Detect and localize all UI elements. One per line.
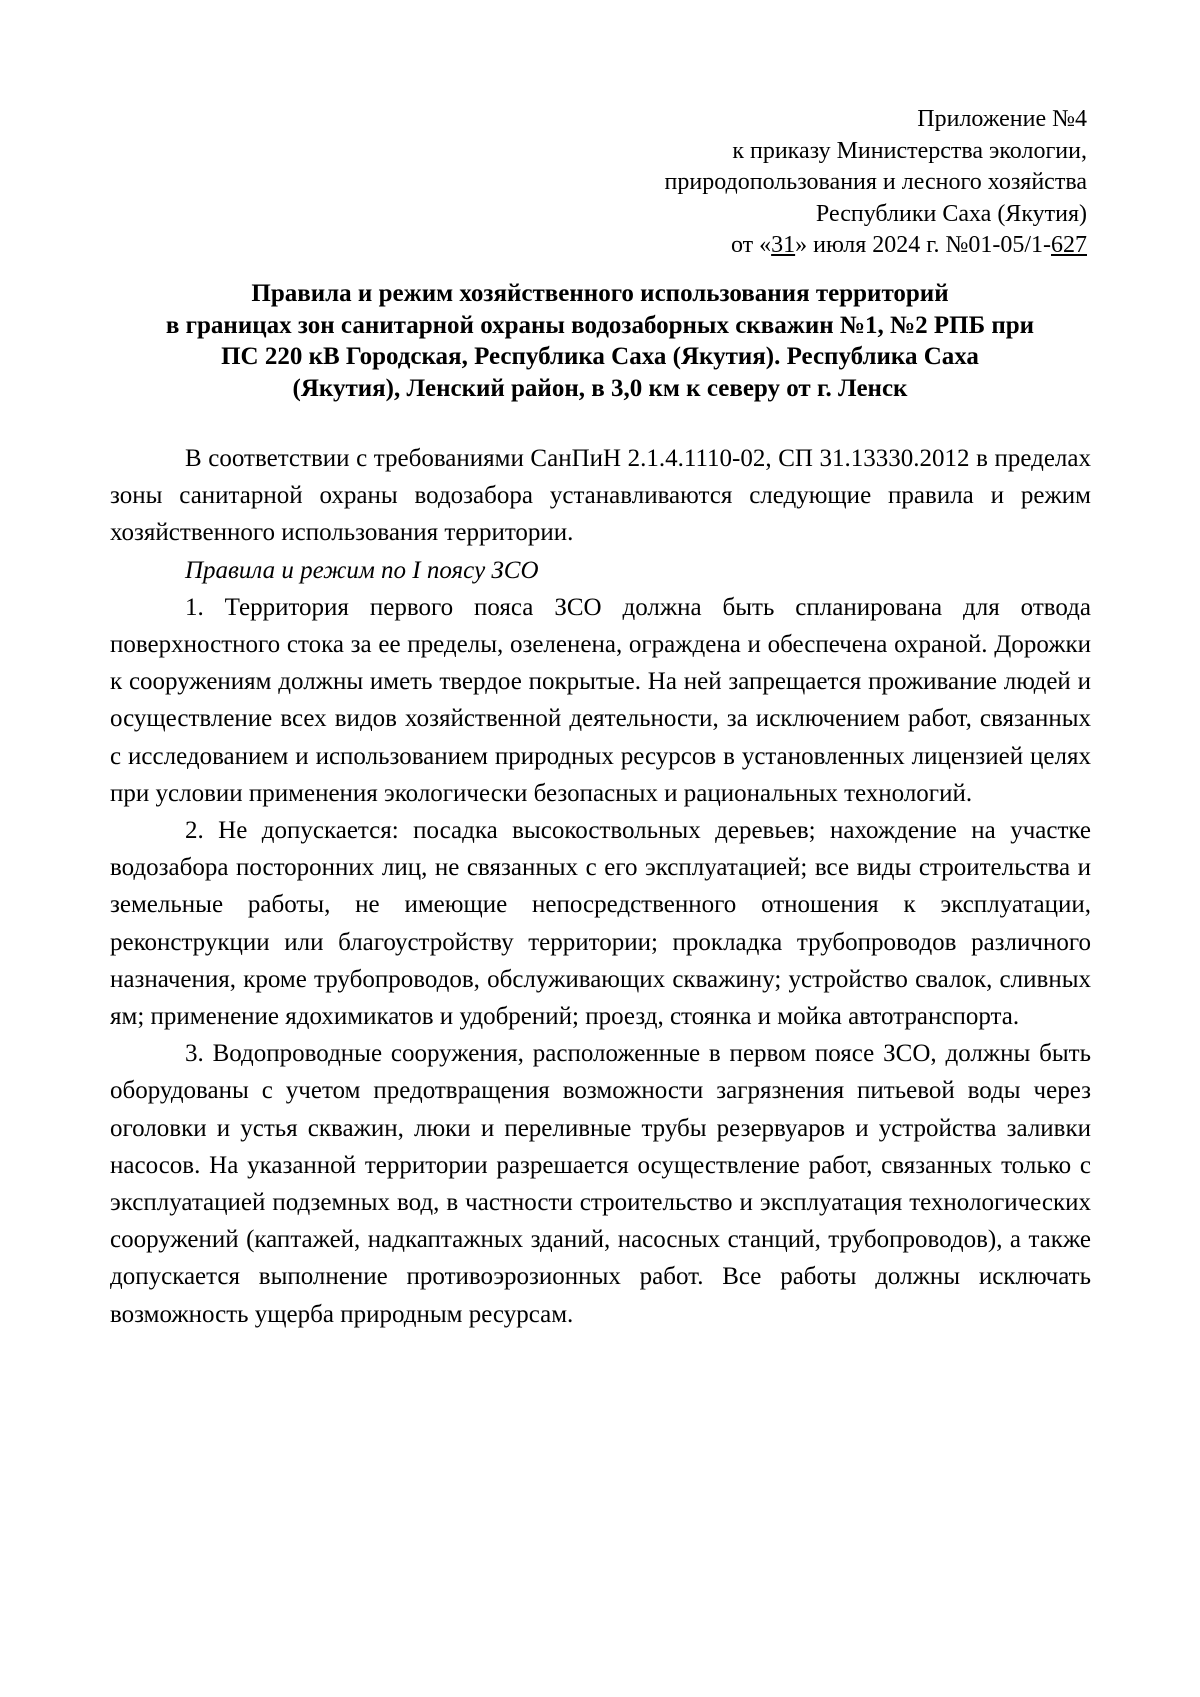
appendix-ministry-line: природопользования и лесного хозяйства bbox=[664, 169, 1087, 195]
appendix-republic-line: Республики Саха (Якутия) bbox=[815, 200, 1087, 227]
date-day: 31 bbox=[771, 232, 796, 258]
document-body bbox=[110, 440, 1091, 1333]
date-middle: » июля 2024 г. №01-05/1- bbox=[795, 232, 1051, 258]
appendix-header bbox=[665, 104, 1087, 262]
title-line-2: в границах зон санитарной охраны водозаборных скважин №1, №2 РПБ при bbox=[165, 311, 1035, 339]
title-line-1: Правила и режим хозяйственного использования территорий bbox=[251, 280, 949, 307]
document-title bbox=[110, 278, 1090, 404]
intro-paragraph: В соответствии с требованиями СанПиН 2.1.4.1110-02, СП 31.13330.2012 в пределах зоны санитарной охраны водозабора устанавливаются следующие правила и режим хозяйственного использования территории. bbox=[110, 445, 1091, 547]
title-line-4: (Якутия), Ленский район, в 3,0 км к северу от г. Ленск bbox=[292, 374, 908, 402]
rule-item-2: 2. Не допускается: посадка высокоствольных деревьев; нахождение на участке водозабора посторонних лиц, не связанных с его эксплуатацией; все виды строительства и земельные работы, не имеющие непосредственного отношения к эксплуатации, реконструкции или благоустройству территории; прокладка трубопроводов различного назначения, кроме трубопроводов, обслуживающих скважину; устройство свалок, сливных ям; применение ядохимикатов и удобрений; проезд, стоянка и мойка автотранспорта. bbox=[110, 817, 1091, 1031]
rule-item-3: 3. Водопроводные сооружения, расположенные в первом поясе ЗСО, должны быть оборудованы с учетом предотвращения возможности загрязнения питьевой воды через оголовки и устья скважин, люки и переливные трубы резервуаров и устройства заливки насосов. На указанной территории разрешается осуществление работ, связанных только с эксплуатацией подземных вод, в частности строительство и эксплуатация технологических сооружений (каптажей, надкаптажных зданий, насосных станций, трубопроводов), а также допускается выполнение противоэрозионных работ. Все работы должны исключать возможность ущерба природным ресурсам. bbox=[110, 1040, 1091, 1328]
order-number: 627 bbox=[1051, 232, 1087, 258]
section-subheading: Правила и режим по I поясу ЗСО bbox=[185, 556, 539, 584]
date-prefix: от « bbox=[730, 232, 772, 258]
appendix-order-line: к приказу Министерства экологии, bbox=[732, 137, 1087, 164]
appendix-number: Приложение №4 bbox=[917, 106, 1087, 132]
rule-item-1: 1. Территория первого пояса ЗСО должна быть спланирована для отвода поверхностного стока за ее пределы, озеленена, ограждена и обеспечена охраной. Дорожки к сооружениям должны иметь твердое покрытые. На ней запрещается проживание людей и осуществление всех видов хозяйственной деятельности, за исключением работ, связанных с исследованием и использованием природных ресурсов в установленных лицензией целях при условии применения экологически безопасных и рациональных технологий. bbox=[110, 593, 1091, 807]
title-line-3: ПС 220 кВ Городская, Республика Саха (Якутия). Республика Саха bbox=[221, 343, 979, 370]
appendix-date-line bbox=[665, 230, 1087, 262]
